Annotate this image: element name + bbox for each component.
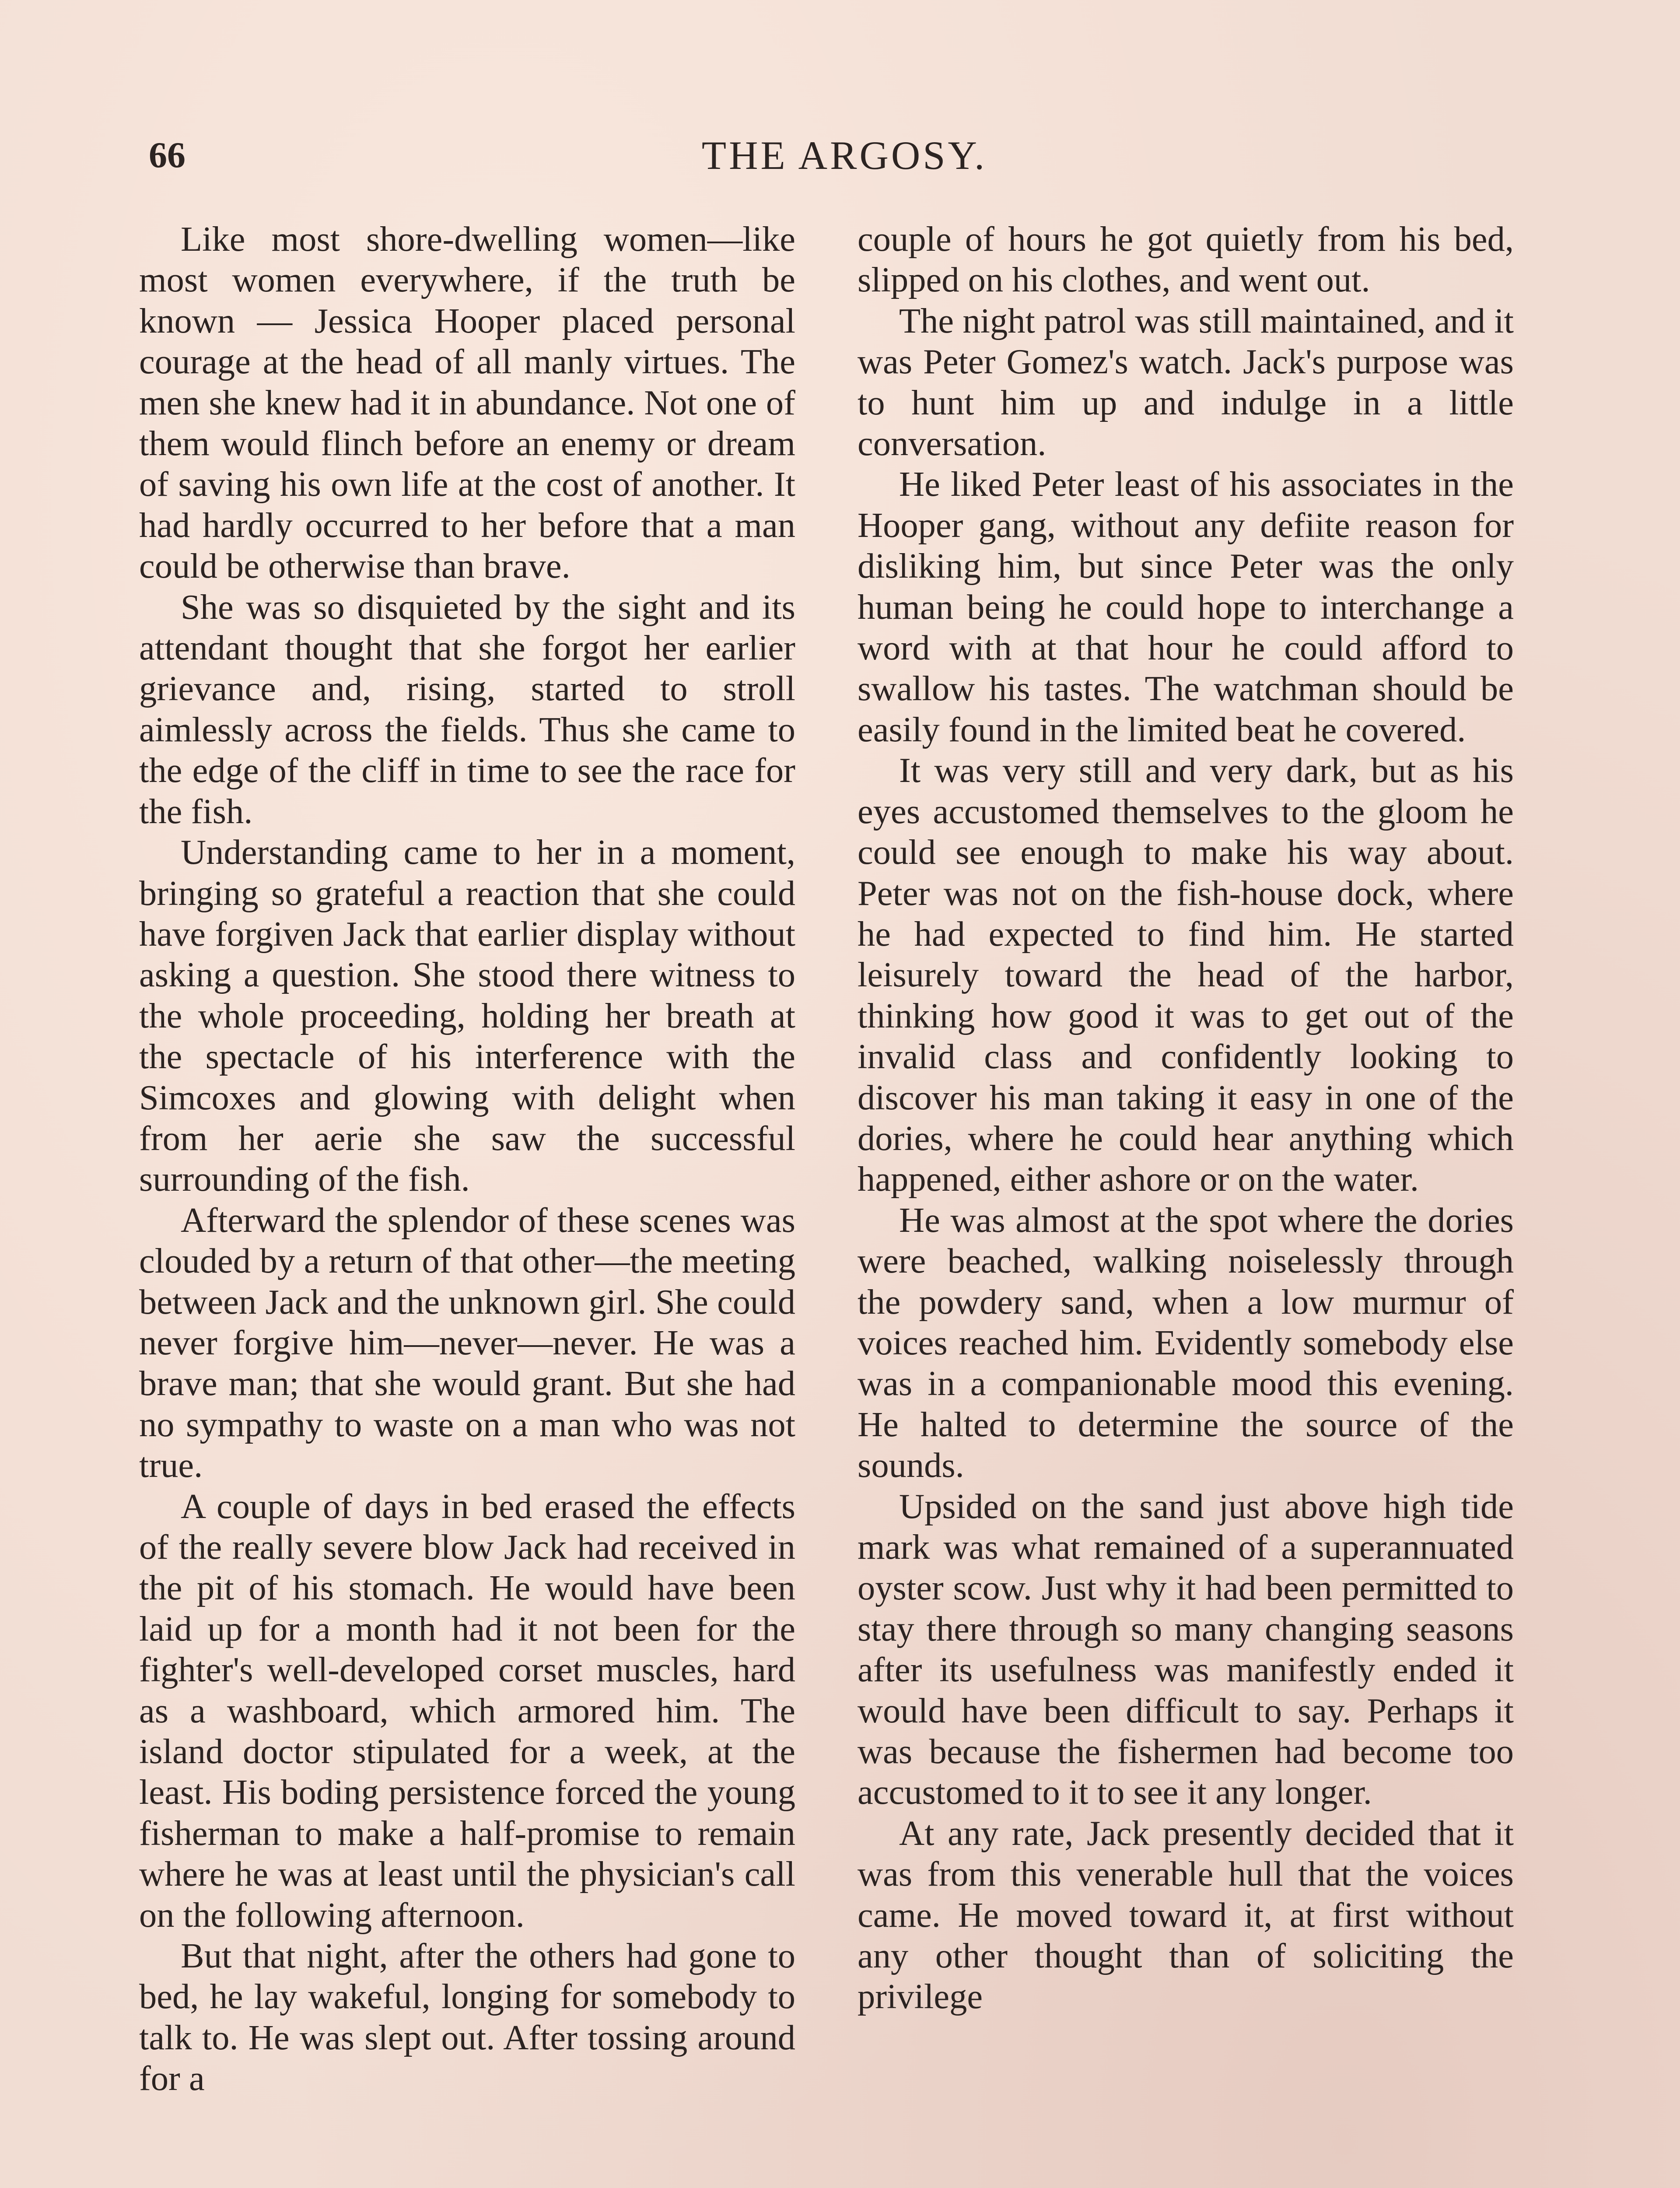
paragraph: He liked Peter least of his associates in the Hooper gang, without any defiite reason for disliking him, but since Peter was the only human being he could hope to interchange a word with at that hour he could afford to swallow his tastes. The watchman should be easily found in the limited beat he covered. xyxy=(858,465,1514,749)
paragraph: Upsided on the sand just above high tide mark was what remained of a superannuated oyster scow. Just why it had been permitted to stay there through so many changing seasons after its usefulness was manifestly ended it would have been difficult to say. Perhaps it was because the fishermen had become too accustomed to it to see it any longer. xyxy=(858,1487,1514,1812)
page-number: 66 xyxy=(149,135,186,175)
paragraph: Afterward the splendor of these scenes was clouded by a return of that other—the meeting between Jack and the unknown girl. She could never forgive him—never—never. He was a brave man; that she would grant. But she had no sympathy to waste on a man who was not true. xyxy=(139,1200,795,1485)
paragraph: At any rate, Jack presently decided that it was from this venerable hull that the voices came. He moved toward it, at first without any other thought than of soliciting the privilege xyxy=(858,1813,1514,2016)
paragraph-continued: couple of hours he got quietly from his bed, slipped on his clothes, and went out. xyxy=(858,220,1514,300)
left-column xyxy=(139,219,795,2099)
running-head: THE ARGOSY. xyxy=(701,133,987,178)
paragraph: She was so disquieted by the sight and its attendant thought that she forgot her earlier grievance and, rising, started to stroll aimlessly across the fields. Thus she came to the edge of the cliff in time to see the race for the fish. xyxy=(139,587,795,831)
paragraph: He was almost at the spot where the dories were beached, walking noiselessly through the powdery sand, when a low murmur of voices reached him. Evidently somebody else was in a companionable mood this evening. He halted to determine the source of the sounds. xyxy=(858,1200,1514,1485)
paragraph: But that night, after the others had gone to bed, he lay wakeful, longing for somebody to talk to. He was slept out. After tossing around for a xyxy=(139,1936,795,2098)
right-column xyxy=(858,219,1514,2017)
paragraph: It was very still and very dark, but as his eyes accustomed themselves to the gloom he could see enough to make his way about. Peter was not on the fish-house dock, where he had expected to find him. He started leisurely toward the head of the harbor, thinking how good it was to get out of the invalid class and confidently looking to discover his man taking it easy in one of the dories, where he could hear anything which happened, either ashore or on the water. xyxy=(858,751,1514,1199)
paragraph: Like most shore-dwelling women—like most women everywhere, if the truth be known — Jessica Hooper placed personal courage at the head of all manly virtues. The men she knew had it in abundance. Not one of them would flinch before an enemy or dream of saving his own life at the cost of another. It had hardly occurred to her before that a man could be otherwise than brave. xyxy=(139,220,795,586)
page-header xyxy=(127,131,1562,179)
paragraph: The night patrol was still maintained, and it was Peter Gomez's watch. Jack's purpose was to hunt him up and indulge in a little conversation. xyxy=(858,301,1514,463)
paragraph: A couple of days in bed erased the effects of the really severe blow Jack had received in the pit of his stomach. He would have been laid up for a month had it not been for the fighter's well-developed corset muscles, hard as a washboard, which armored him. The island doctor stipulated for a week, at the least. His boding persistence forced the young fisherman to make a half-promise to remain where he was at least until the physician's call on the following afternoon. xyxy=(139,1487,795,1935)
paragraph: Understanding came to her in a moment, bringing so grateful a reaction that she could have forgiven Jack that earlier display without asking a question. She stood there witness to the whole proceeding, holding her breath at the spectacle of his interference with the Simcoxes and glowing with delight when from her aerie she saw the successful surrounding of the fish. xyxy=(139,833,795,1199)
